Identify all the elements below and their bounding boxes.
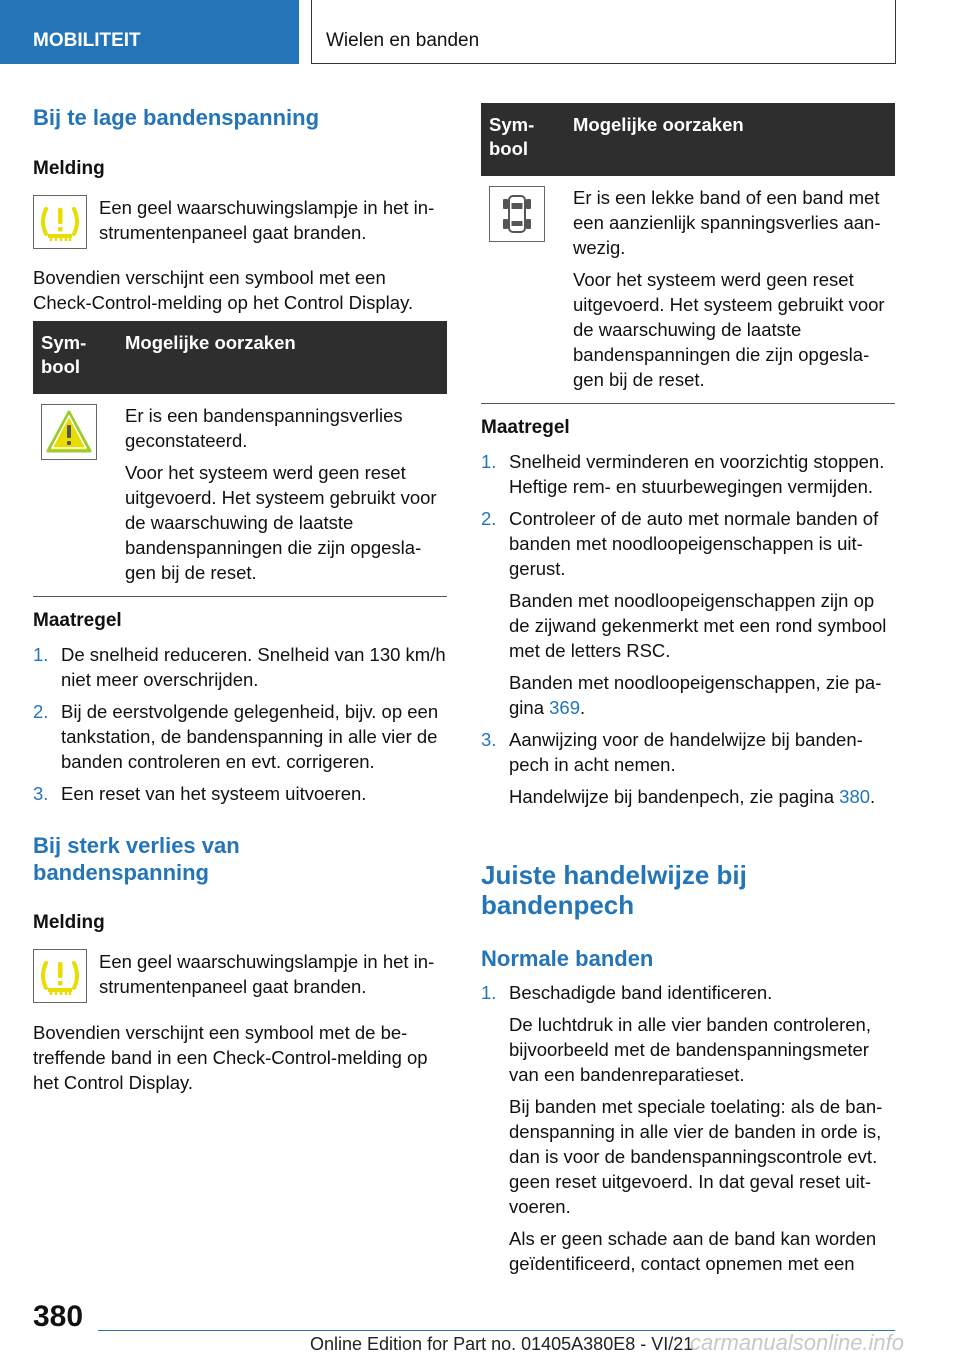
tire-pressure-warning-icon: [33, 195, 87, 249]
list-item: 2. Controleer of de auto met normale banden of banden met noodloopeigenschappen is uitgerust. Banden met noodloopeigenschappen zijn op de zijwand gekenmerkt met een rond symbool met de letters RSC. Banden met noodloopeigenschappen, zie pagina 369.: [481, 508, 887, 718]
header-section-label: MOBILITEIT: [33, 30, 141, 51]
symbol-table-2: [481, 103, 895, 404]
heading-low-pressure: Bij te lage bandenspanning: [33, 105, 320, 130]
cause-text-2: Voor het systeem werd geen reset uitgevoerd. Het systeem gebruikt voor de waarschuwing de laatste bandenspanningen die zijn opgeslagen bij de reset.: [573, 269, 885, 390]
steps-list-2: [481, 449, 895, 816]
list-item: 3. Aanwijzing voor de handelwijze bij bandenpech in acht nemen. Handelwijze bij bandenpech, zie pagina 380.: [481, 729, 876, 807]
table-header-symbol: Symbool: [33, 321, 117, 394]
list-item: 1. Snelheid verminderen en voorzichtig stoppen. Heftige rem- en stuurbewegingen vermijden.: [481, 451, 885, 497]
steps-list-3: [481, 980, 895, 1283]
list-item: 3. Een reset van het systeem uitvoeren.: [33, 783, 367, 804]
table-row: [481, 176, 895, 404]
cause-text-1: Er is een bandenspanningsverlies geconstateerd.: [125, 405, 403, 451]
paragraph-check-control-2: Bovendien verschijnt een symbool met de betreffende band in een Check-Control-melding op het Control Display.: [33, 1022, 428, 1093]
page-ref-380-link[interactable]: 380: [839, 786, 871, 807]
heading-normal-tires: Normale banden: [481, 946, 654, 971]
car-flat-tire-icon: [489, 186, 545, 242]
warning-lamp-row-2: [33, 949, 447, 1009]
list-item: 2. Bij de eerstvolgende gelegenheid, bijv. op een tankstation, de bandenspanning in alle vier de banden controleren en evt. corrigeren.: [33, 701, 439, 772]
header-chapter-label: Wielen en banden: [326, 30, 480, 51]
list-item: 1. De snelheid reduceren. Snelheid van 130 km/h niet meer overschrijden.: [33, 644, 446, 690]
table-header-causes: Mogelijke oorzaken: [117, 321, 447, 394]
warning-text-1: Een geel waarschuwingslampje in het instrumentenpaneel gaat branden.: [99, 197, 435, 243]
symbol-table-header: [33, 321, 447, 394]
heading-strong-loss: Bij sterk verlies van bandenspanning: [33, 833, 240, 885]
header-chapter-tab: [311, 0, 896, 64]
warning-triangle-icon: [41, 404, 97, 460]
symbol-table-1: [33, 321, 447, 597]
warning-lamp-row-1: [33, 195, 447, 255]
header-section-tab: [0, 0, 299, 64]
page-number: 380: [33, 1300, 84, 1333]
subheading-maatregel-1: Maatregel: [33, 610, 122, 631]
footer-edition: Online Edition for Part no. 01405A380E8 - VI/21: [310, 1334, 694, 1354]
page-ref-369-link[interactable]: 369: [549, 697, 580, 718]
list-item: 1. Beschadigde band identificeren. De luchtdruk in alle vier banden controleren, bijvoorbeeld met de bandenspanningsmeter van een bandenreparatieset. Bij banden met speciale toelating: als de bandenspanning in alle vier de banden in orde is, dan is voor de bandenspanningscontrole evt. geen reset uitgevoerd. In dat geval reset uitvoeren. Als er geen schade aan de band kan worden geïdentificeerd, contact opnemen met een: [481, 982, 883, 1274]
tire-pressure-warning-icon: [33, 949, 87, 1003]
heading-correct-procedure: Juiste handelwijze bij bandenpech: [481, 860, 747, 920]
steps-list-1: [33, 642, 447, 813]
subheading-melding-1: Melding: [33, 158, 105, 179]
table-header-symbol: Symbool: [481, 103, 565, 176]
cause-text-1: Er is een lekke band of een band met een aanzienlijk spanningsverlies aanwezig.: [573, 187, 881, 258]
table-header-causes: Mogelijke oorzaken: [565, 103, 895, 176]
table-row: [33, 394, 447, 597]
cause-text-2: Voor het systeem werd geen reset uitgevoerd. Het systeem gebruikt voor de waarschuwing de laatste bandenspanningen die zijn opgeslagen bij de reset.: [125, 462, 437, 583]
paragraph-check-control-1: Bovendien verschijnt een symbool met een Check-Control-melding op het Control Display.: [33, 267, 414, 313]
symbol-table-header: [481, 103, 895, 176]
warning-text-2: Een geel waarschuwingslampje in het instrumentenpaneel gaat branden.: [99, 951, 435, 997]
watermark: carmanualsonline.info: [690, 1330, 905, 1355]
subheading-maatregel-2: Maatregel: [481, 417, 570, 438]
subheading-melding-2: Melding: [33, 912, 105, 933]
